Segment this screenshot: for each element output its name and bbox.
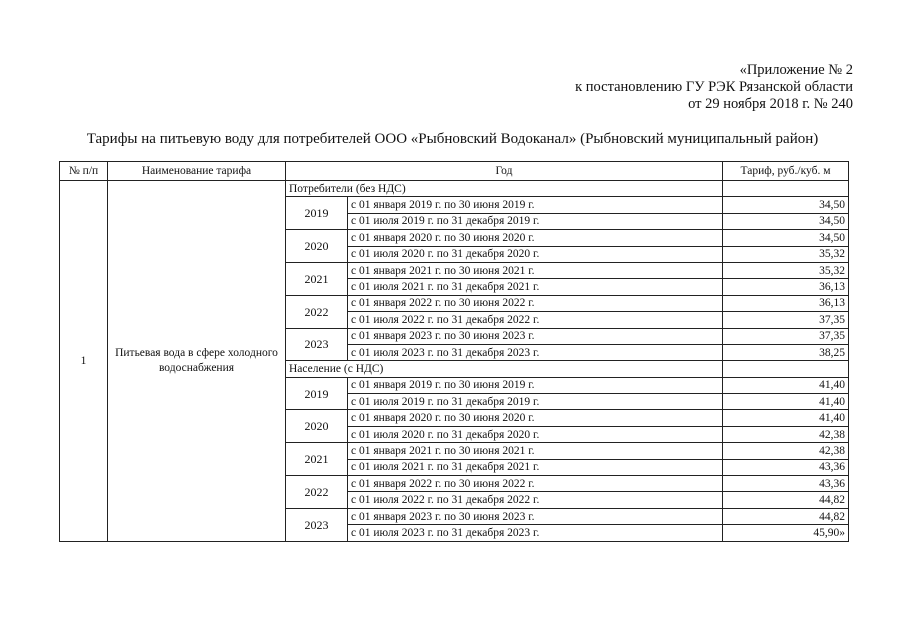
year-cell: 2023: [286, 328, 348, 361]
table-header-row: [60, 162, 849, 181]
tariff-value-cell: 34,50: [723, 197, 849, 213]
tariff-value-cell: 41,40: [723, 377, 849, 393]
tariff-value-cell: 45,90»: [723, 525, 849, 541]
period-cell: с 01 июля 2023 г. по 31 декабря 2023 г.: [348, 344, 723, 360]
period-cell: с 01 января 2023 г. по 30 июня 2023 г.: [348, 328, 723, 344]
column-header-year: Год: [286, 162, 723, 181]
tariff-name: Питьевая вода в сфере холодного водоснабжения: [108, 181, 286, 542]
period-cell: с 01 января 2019 г. по 30 июня 2019 г.: [348, 377, 723, 393]
group-tariff-empty: [723, 361, 849, 377]
tariff-value-cell: 35,32: [723, 246, 849, 262]
tariff-value-cell: 41,40: [723, 394, 849, 410]
appendix-line-1: «Приложение № 2: [739, 62, 853, 78]
year-cell: 2021: [286, 262, 348, 295]
tariff-value-cell: 36,13: [723, 295, 849, 311]
period-cell: с 01 июля 2021 г. по 31 декабря 2021 г.: [348, 279, 723, 295]
period-cell: с 01 июля 2022 г. по 31 декабря 2022 г.: [348, 312, 723, 328]
tariff-value-cell: 43,36: [723, 476, 849, 492]
tariff-value-cell: 37,35: [723, 312, 849, 328]
tariff-value-cell: 41,40: [723, 410, 849, 426]
group-tariff-empty: [723, 181, 849, 197]
row-number: 1: [60, 181, 108, 542]
tariff-table: [59, 161, 849, 542]
period-cell: с 01 января 2020 г. по 30 июня 2020 г.: [348, 410, 723, 426]
period-cell: с 01 января 2022 г. по 30 июня 2022 г.: [348, 295, 723, 311]
tariff-value-cell: 44,82: [723, 508, 849, 524]
year-cell: 2022: [286, 295, 348, 328]
tariff-value-cell: 43,36: [723, 459, 849, 475]
period-cell: с 01 июля 2020 г. по 31 декабря 2020 г.: [348, 246, 723, 262]
appendix-line-2: к постановлению ГУ РЭК Рязанской области: [575, 79, 853, 95]
column-header-tariff: Тариф, руб./куб. м: [723, 162, 849, 181]
tariff-value-cell: 34,50: [723, 213, 849, 229]
year-cell: 2021: [286, 443, 348, 476]
year-cell: 2019: [286, 197, 348, 230]
period-cell: с 01 января 2021 г. по 30 июня 2021 г.: [348, 443, 723, 459]
period-cell: с 01 января 2023 г. по 30 июня 2023 г.: [348, 508, 723, 524]
period-cell: с 01 января 2020 г. по 30 июня 2020 г.: [348, 230, 723, 246]
tariff-value-cell: 44,82: [723, 492, 849, 508]
period-cell: с 01 июля 2021 г. по 31 декабря 2021 г.: [348, 459, 723, 475]
column-header-number: № п/п: [60, 162, 108, 181]
group-label: Потребители (без НДС): [286, 181, 723, 197]
group-label: Население (с НДС): [286, 361, 723, 377]
tariff-value-cell: 34,50: [723, 230, 849, 246]
tariff-value-cell: 42,38: [723, 426, 849, 442]
period-cell: с 01 января 2021 г. по 30 июня 2021 г.: [348, 262, 723, 278]
period-cell: с 01 января 2019 г. по 30 июня 2019 г.: [348, 197, 723, 213]
year-cell: 2020: [286, 230, 348, 263]
appendix-line-3: от 29 ноября 2018 г. № 240: [688, 96, 853, 112]
tariff-value-cell: 37,35: [723, 328, 849, 344]
year-cell: 2022: [286, 476, 348, 509]
year-cell: 2023: [286, 508, 348, 541]
column-header-name: Наименование тарифа: [108, 162, 286, 181]
tariff-value-cell: 38,25: [723, 344, 849, 360]
period-cell: с 01 января 2022 г. по 30 июня 2022 г.: [348, 476, 723, 492]
period-cell: с 01 июля 2019 г. по 31 декабря 2019 г.: [348, 394, 723, 410]
tariff-value-cell: 35,32: [723, 262, 849, 278]
period-cell: с 01 июля 2023 г. по 31 декабря 2023 г.: [348, 525, 723, 541]
year-cell: 2020: [286, 410, 348, 443]
tariff-value-cell: 42,38: [723, 443, 849, 459]
year-cell: 2019: [286, 377, 348, 410]
group-row: [60, 181, 849, 197]
tariff-value-cell: 36,13: [723, 279, 849, 295]
document-title: Тарифы на питьевую воду для потребителей ООО «Рыбновский Водоканал» (Рыбновский муниципальный район): [86, 131, 819, 147]
period-cell: с 01 июля 2022 г. по 31 декабря 2022 г.: [348, 492, 723, 508]
appendix-header: [575, 62, 853, 113]
period-cell: с 01 июля 2020 г. по 31 декабря 2020 г.: [348, 426, 723, 442]
period-cell: с 01 июля 2019 г. по 31 декабря 2019 г.: [348, 213, 723, 229]
table-body: [60, 181, 849, 542]
